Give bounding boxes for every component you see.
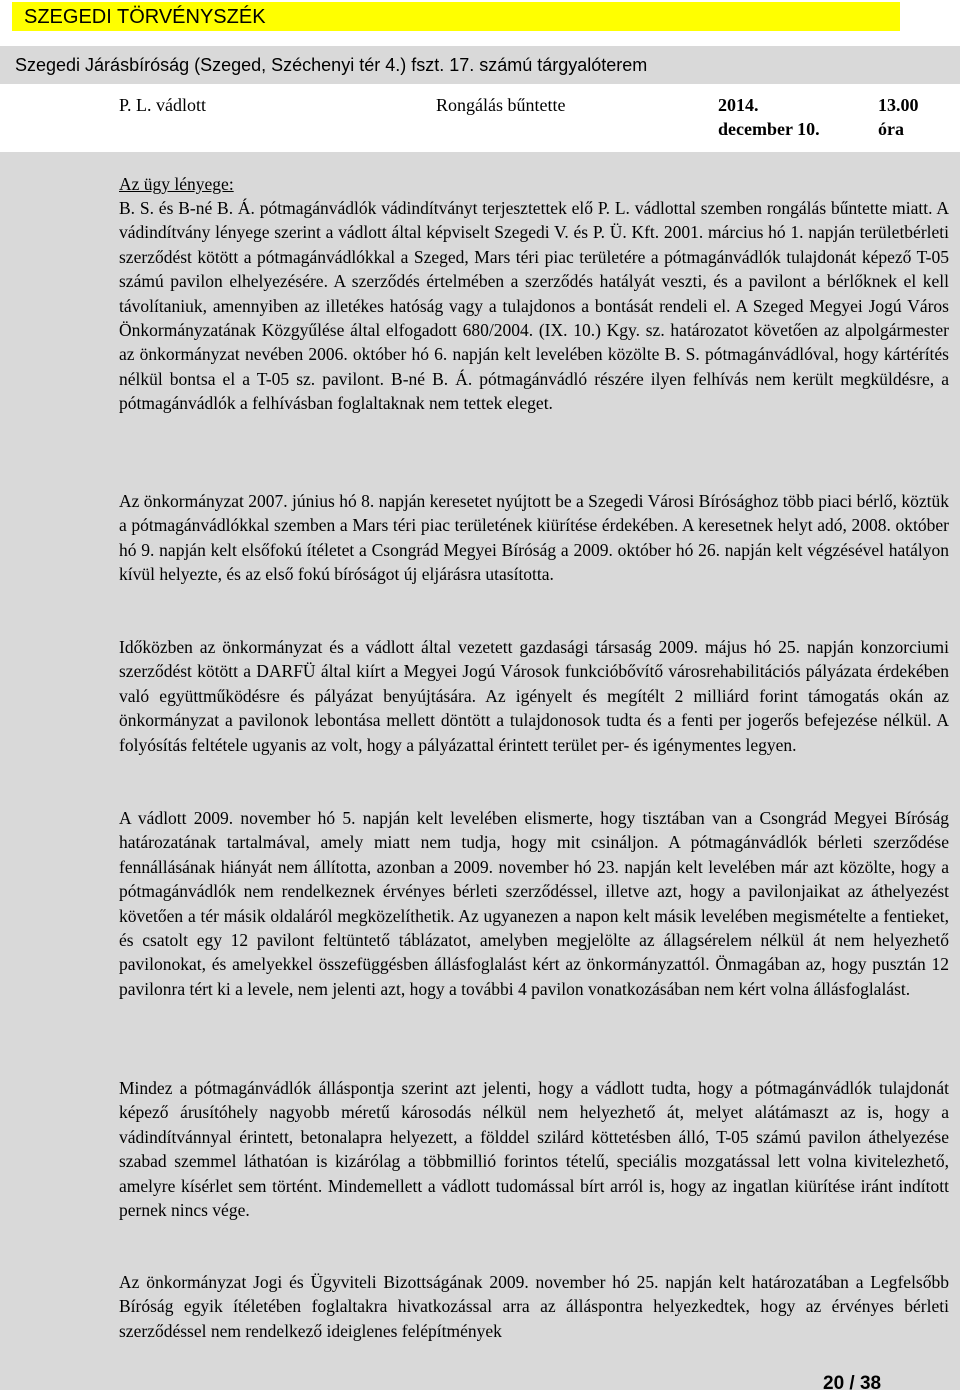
page-number: 20 / 38 xyxy=(823,1373,882,1394)
summary-paragraph: Mindez a pótmagánvádlók álláspontja szerint azt jelenti, hogy a vádlott tudta, hogy a pótmagánvádlók tulajdonát képező árusítóhely nagyobb méretű károsodás nélkül nem helyezhető át, melyet alátámaszt az is, hogy a vádindítvánnyal érintett, betonalapra helyezett, a földdel szilárd köttetésben álló, T-05 számú pavilon áthelyezése szabad szemmel láthatóan is kizárólag a többmillió forintos tételű, speciális mozgatással lett volna kivitelezhető, amelyre kísérlet sem történt. Mindemellett a vádlott tudomással bírt arról is, hogy az ingatlan kiürítése iránt indított pernek nincs vége. xyxy=(119,1078,949,1221)
case-summary-section xyxy=(0,152,960,1390)
summary-paragraph: Az önkormányzat Jogi és Ügyviteli Bizottságának 2009. november hó 25. napján kelt határozatában a Legfelsőbb Bíróság egyik ítéletében foglaltakra hivatkozással arra az álláspontra helyezkedtek, hogy az érvényes bérleti szerződéssel nem rendelkező ideiglenes felépítmények xyxy=(119,1272,949,1341)
hearing-date: 2014. december 10. xyxy=(718,95,820,139)
summary-paragraph: Időközben az önkormányzat és a vádlott által vezetett gazdasági társaság 2009. május hó 25. napján konzorciumi szerződést kötött a DARFÜ által kiírt a Megyei Jogú Városok funkcióbővítő városrehabilitációs pályázata érdekében való együttműködésre és pályázat benyújtására. Az igényelt és megítélt 2 milliárd forint támogatás okán az önkormányzat a pavilonok lebontása mellett döntött a tulajdonosok tudta és a fenti per jogerős befejezése nélkül. A folyósítás feltétele ugyanis az volt, hogy a pályázattal érintett terület per- és igénymentes legyen. xyxy=(119,637,949,755)
case-info-row xyxy=(0,84,960,152)
charge: Rongálás bűntette xyxy=(436,95,566,115)
case-summary-heading: Az ügy lényege: xyxy=(119,174,234,194)
courtroom-bar xyxy=(0,46,960,84)
summary-paragraph: A vádlott 2009. november hó 5. napján kelt levelében elismerte, hogy tisztában van a Csongrád Megyei Bíróság határozatának tartalmával, amely miatt nem tudja, hogy mit csináljon. A pótmagánvádlók bérleti szerződése fennállásának hiányát nem állította, azonban a 2009. november hó 23. napján kelt levelében már azt közölte, hogy a pótmagánvádlók nem rendelkeznek érvényes bérleti szerződéssel, illetve azt, hogy a pavilonjaikat az áthelyezést követően a tér másik oldaláról megközelíthetik. Az ugyanezen a napon kelt másik levelében megismételte a fentieket, és csatolt egy 12 pavilont feltüntető táblázatot, amelyben megjelölte az állagsérelem nélkül át nem helyezhető pavilonokat, és amelyekkel összefüggésben állásfoglalást kért az önkormányzattól. Önmagában az, hogy pusztán 12 pavilonra tért ki a levele, nem jelenti azt, hogy a további 4 pavilon vonatkozásában nem kért volna állásfoglalást. xyxy=(119,808,949,999)
hearing-time: 13.00 óra xyxy=(878,95,919,139)
court-title: SZEGEDI TÖRVÉNYSZÉK xyxy=(24,6,266,28)
court-title-banner xyxy=(12,2,900,31)
summary-paragraph: Az önkormányzat 2007. június hó 8. napján keresetet nyújtott be a Szegedi Városi Bírósághoz több piaci bérlő, köztük a pótmagánvádlókkal szemben a Mars téri piac területének kiürítése érdekében. A keresetnek helyt adó, 2008. október hó 9. napján kelt elsőfokú ítéletet a Csongrád Megyei Bíróság a 2009. október hó 26. napján kelt végzésével hatályon kívül helyezte, és az első fokú bíróságot új eljárásra utasította. xyxy=(119,491,949,585)
defendant-name: P. L. vádlott xyxy=(119,95,207,115)
courtroom-location: Szegedi Járásbíróság (Szeged, Széchenyi tér 4.) fszt. 17. számú tárgyalóterem xyxy=(15,55,648,75)
summary-paragraph: B. S. és B-né B. Á. pótmagánvádlók vádindítványt terjesztettek elő P. L. vádlottal szemben rongálás bűntette miatt. A vádindítvány lényege szerint a vádlott által képviselt Szegedi V. és P. Ü. Kft. 2001. március hó 1. napján területbérleti szerződést kötött a pótmagánvádlókkal a Szeged, Mars téri piac területére a pótmagánvádlók tulajdonát képező T-05 számú pavilon elhelyezésére. A szerződés értelmében a szerződés hatályát veszti, és a pavilont a bérlőknek el kell távolítaniuk, amennyiben az illetékes hatóság vagy a tulajdonos a bontását rendeli el. A Szeged Megyei Jogú Város Önkormányzatának Közgyűlése által elfogadott 680/2004. (IX. 10.) Kgy. sz. határozatot követően az alpolgármester az önkormányzat nevében 2006. október hó 6. napján kelt levelében közölte B. S. pótmagánvádlóval, hogy kártérítés nélkül bontsa el a T-05 sz. pavilont. B-né B. Á. pótmagánvádló részére ilyen felhívás nem került megküldésre, a pótmagánvádlók a felhívásban foglaltaknak nem tettek eleget. xyxy=(119,198,949,414)
